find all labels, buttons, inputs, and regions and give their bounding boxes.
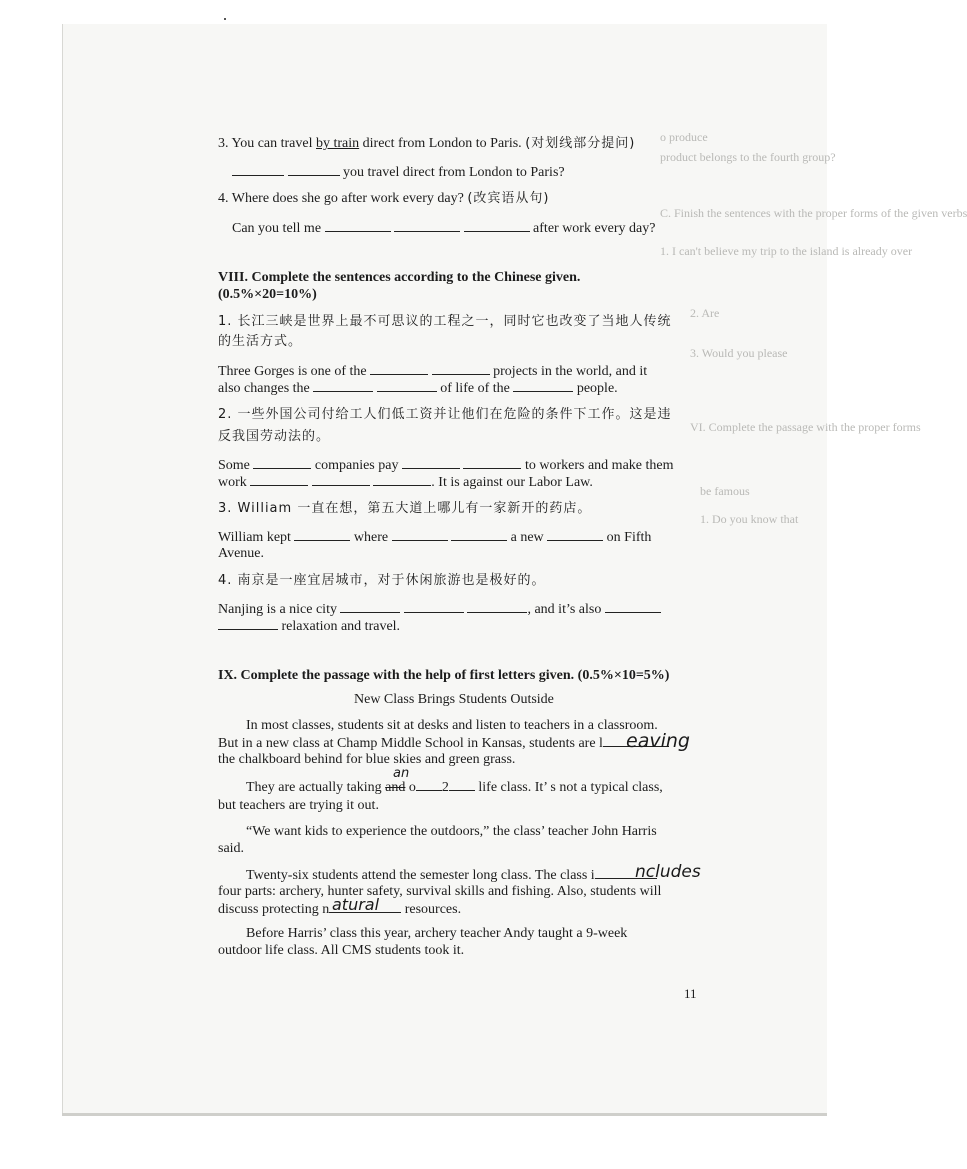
s8-item1-chinese-1: 1. 长江三峡是世界上最不可思议的工程之一，同时它也改变了当地人传统 <box>218 314 672 329</box>
q4-instruction: (改宾语从句) <box>467 191 550 206</box>
blank[interactable] <box>325 219 391 232</box>
blank[interactable] <box>467 600 527 613</box>
q4-question <box>218 190 549 208</box>
text: They are actually taking <box>246 780 386 795</box>
handwritten-answer-2: an <box>393 766 410 781</box>
blank[interactable] <box>218 617 278 630</box>
blank[interactable] <box>449 778 475 791</box>
blank[interactable] <box>377 379 437 392</box>
blank[interactable] <box>402 456 460 469</box>
q3-text-post: direct from London to Paris. <box>359 136 526 151</box>
text: , and it’s also <box>527 602 605 617</box>
text: a new <box>507 530 548 545</box>
text: resources. <box>401 902 462 917</box>
q3-underlined: by train <box>316 136 360 151</box>
bleed-text-8: be famous <box>700 484 750 498</box>
s8-item2-chinese-1: 2. 一些外国公司付给工人们低工资并让他们在危险的条件下工作。这是违 <box>218 407 672 422</box>
blank[interactable] <box>464 219 530 232</box>
text: o <box>405 780 416 795</box>
text: where <box>350 530 392 545</box>
q3-answer-line <box>232 163 565 182</box>
bleed-text-3: C. Finish the sentences with the proper forms of the given verbs <box>660 206 967 220</box>
q3-answer-text: you travel direct from London to Paris? <box>339 165 565 180</box>
blank[interactable] <box>513 379 573 392</box>
s8-item4-chinese: 4. 南京是一座宜居城市，对于休闲旅游也是极好的。 <box>218 573 546 588</box>
blank[interactable] <box>394 219 460 232</box>
blank[interactable] <box>404 600 464 613</box>
handwritten-answer-1: eaving <box>626 730 690 752</box>
section9-heading: IX. Complete the passage with the help of first letters given. (0.5%×10=5%) <box>218 668 670 683</box>
struck-word: and <box>385 780 406 795</box>
scan-speck <box>224 18 226 20</box>
s8-item3-english-2: Avenue. <box>218 546 264 561</box>
p5-line2: outdoor life class. All CMS students took it. <box>218 943 465 958</box>
handwritten-answer-4: atural <box>332 895 380 914</box>
text: William kept <box>218 530 295 545</box>
blank[interactable] <box>294 528 350 541</box>
bleed-text-2: product belongs to the fourth group? <box>660 150 836 164</box>
blank[interactable] <box>605 600 661 613</box>
q3-text-pre: 3. You can travel <box>218 136 316 151</box>
section8-score: (0.5%×20=10%) <box>218 287 317 302</box>
text: Twenty-six students attend the semester long class. The class i <box>246 868 595 883</box>
s8-item3-chinese: 3. William 一直在想，第五大道上哪儿有一家新开的药店。 <box>218 501 592 516</box>
p4-line2: four parts: archery, hunter safety, survival skills and fishing. Also, students will <box>218 884 662 899</box>
blank[interactable] <box>313 379 373 392</box>
blank[interactable] <box>370 362 428 375</box>
text: of life of the <box>436 381 514 396</box>
bleed-text-4: 1. I can't believe my trip to the island is already over <box>660 244 913 258</box>
s8-item1-english-2 <box>218 379 618 398</box>
blank[interactable] <box>547 528 603 541</box>
bleed-text-1: o produce <box>660 130 708 144</box>
text: relaxation and travel. <box>278 619 401 634</box>
text: also changes the <box>218 381 314 396</box>
q4-answer-pre: Can you tell me <box>232 221 325 236</box>
handwritten-answer-3: ncludes <box>635 862 701 882</box>
text: to workers and make them <box>521 458 674 473</box>
s8-item1-chinese-2: 的生活方式。 <box>218 334 303 349</box>
q4-text: 4. Where does she go after work every day? <box>218 191 468 206</box>
q4-answer-line <box>232 219 655 238</box>
q3-instruction: (对划线部分提问) <box>525 136 636 151</box>
q3-question <box>218 135 635 153</box>
blank[interactable] <box>463 456 521 469</box>
s8-item2-chinese-2: 反我国劳动法的。 <box>218 429 331 444</box>
text: discuss protecting n <box>218 902 330 917</box>
text: Nanjing is a nice city <box>218 602 341 617</box>
p1-line1: In most classes, students sit at desks and listen to teachers in a classroom. <box>246 718 658 733</box>
p5-line1: Before Harris’ class this year, archery teacher Andy taught a 9-week <box>246 926 628 941</box>
text: people. <box>573 381 618 396</box>
text: work <box>218 475 251 490</box>
p2-line1 <box>246 778 663 797</box>
blank[interactable] <box>232 163 284 176</box>
blank[interactable] <box>373 473 431 486</box>
blank[interactable] <box>288 163 340 176</box>
blank[interactable] <box>253 456 311 469</box>
blank-number: 2 <box>441 780 449 795</box>
p2-line2: but teachers are trying it out. <box>218 798 379 813</box>
text: Some <box>218 458 254 473</box>
bleed-text-9: 1. Do you know that <box>700 512 799 526</box>
paper-bottom-edge <box>62 1113 827 1116</box>
text: on Fifth <box>603 530 652 545</box>
blank[interactable] <box>312 473 370 486</box>
q4-answer-post: after work every day? <box>529 221 656 236</box>
blank[interactable] <box>250 473 308 486</box>
s8-item2-english-2 <box>218 473 593 492</box>
text: Three Gorges is one of the <box>218 364 371 379</box>
text: life class. It’ s not a typical class, <box>474 780 663 795</box>
p3-line1: “We want kids to experience the outdoors,” the class’ teacher John Harris <box>246 824 657 839</box>
text: companies pay <box>311 458 402 473</box>
bleed-text-5: 2. Are <box>690 306 720 320</box>
blank[interactable] <box>340 600 400 613</box>
p3-line2: said. <box>218 841 245 856</box>
text: projects in the world, and it <box>489 364 648 379</box>
text: . It is against our Labor Law. <box>431 475 593 490</box>
text: But in a new class at Champ Middle School in Kansas, students are l <box>218 736 603 751</box>
page-number: 11 <box>684 986 697 1001</box>
section8-heading: VIII. Complete the sentences according to the Chinese given. <box>218 270 581 285</box>
bleed-text-6: 3. Would you please <box>690 346 788 360</box>
s8-item3-english-1 <box>218 528 651 547</box>
s8-item4-english-2 <box>218 617 400 636</box>
blank[interactable] <box>432 362 490 375</box>
passage-title: New Class Brings Students Outside <box>354 692 554 707</box>
bleed-text-7: VI. Complete the passage with the proper forms <box>690 420 921 434</box>
blank[interactable] <box>392 528 448 541</box>
blank[interactable] <box>451 528 507 541</box>
p1-line3: the chalkboard behind for blue skies and green grass. <box>218 752 516 767</box>
blank[interactable] <box>416 778 442 791</box>
